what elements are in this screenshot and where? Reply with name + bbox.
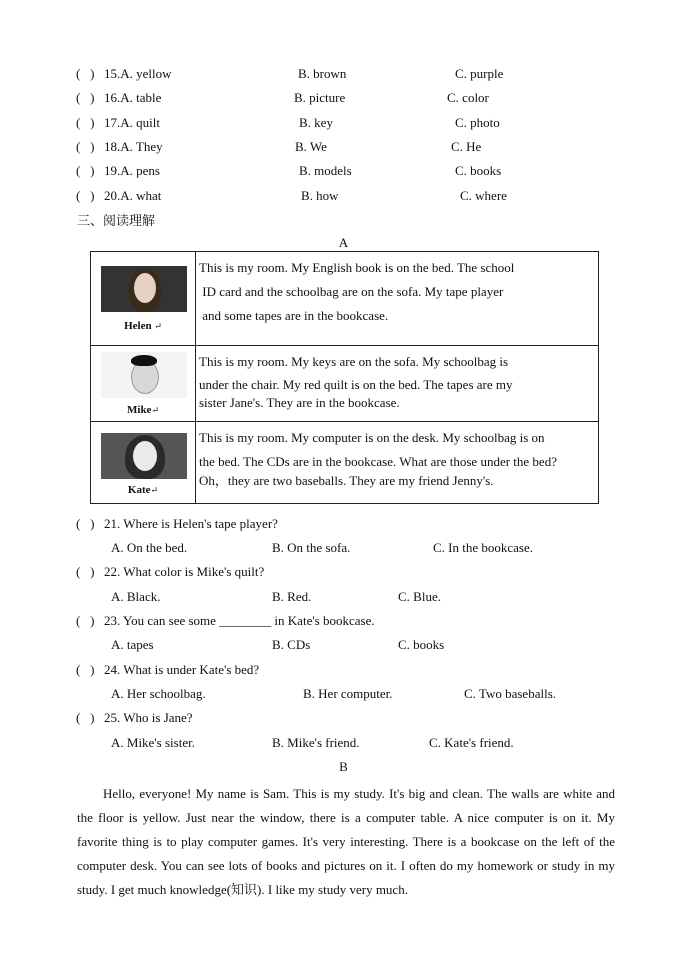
question-option-c: C. purple <box>455 66 504 81</box>
question-option-b: B. brown <box>298 66 347 81</box>
option-a: A. Black. <box>111 589 161 604</box>
answer-blank[interactable]: ( ) <box>76 90 95 105</box>
question-option-a: 20.A. what <box>104 188 162 203</box>
description-cell <box>196 422 599 504</box>
question-option-a: 18.A. They <box>104 139 163 154</box>
answer-blank[interactable]: ( ) <box>76 613 95 628</box>
question-option-c: C. color <box>447 90 489 105</box>
question-text: 25. Who is Jane? <box>104 710 193 725</box>
question-option-a: 19.A. pens <box>104 163 160 178</box>
answer-blank[interactable]: ( ) <box>76 564 95 579</box>
description-line: This is my room. My keys are on the sofa. My schoolbag is <box>199 354 509 369</box>
option-c: C. Two baseballs. <box>464 686 557 701</box>
description-line: the bed. The CDs are in the bookcase. What are those under the bed? <box>199 454 557 469</box>
description-line: This is my room. My computer is on the desk. My schoolbag is on <box>199 430 545 445</box>
description-line: under the chair. My red quilt is on the bed. The tapes are my <box>199 377 513 392</box>
question-option-c: C. He <box>451 139 482 154</box>
question-option-b: B. models <box>299 163 352 178</box>
photo-cell <box>91 252 196 346</box>
table-row <box>91 422 599 504</box>
option-b: B. On the sofa. <box>272 540 351 555</box>
question-text: 22. What color is Mike's quilt? <box>104 564 265 579</box>
option-a: A. Mike's sister. <box>111 735 195 750</box>
option-c: C. books <box>398 637 445 652</box>
table-row <box>91 346 599 422</box>
question-option-c: C. photo <box>455 115 500 130</box>
option-a: A. tapes <box>111 637 154 652</box>
option-b: B. Red. <box>272 589 312 604</box>
option-a: A. On the bed. <box>111 540 188 555</box>
photo-cell <box>91 346 196 422</box>
answer-blank[interactable]: ( ) <box>76 516 95 531</box>
description-line: This is my room. My English book is on the bed. The school <box>199 260 515 275</box>
question-option-b: B. We <box>295 139 327 154</box>
option-c: C. Kate's friend. <box>429 735 514 750</box>
description-line: ID card and the schoolbag are on the sofa. My tape player <box>199 284 504 299</box>
section-title: 三、阅读理解 <box>77 214 156 229</box>
answer-blank[interactable]: ( ) <box>76 188 95 203</box>
answer-blank[interactable]: ( ) <box>76 139 95 154</box>
answer-blank[interactable]: ( ) <box>76 662 95 677</box>
option-b: B. Mike's friend. <box>272 735 360 750</box>
answer-blank[interactable]: ( ) <box>76 115 95 130</box>
description-line: and some tapes are in the bookcase. <box>199 308 389 323</box>
answer-blank[interactable]: ( ) <box>76 66 95 81</box>
question-option-b: B. how <box>301 188 339 203</box>
kate-photo <box>101 433 187 479</box>
passage-b-label: B <box>339 759 348 774</box>
description-line: sister Jane's. They are in the bookcase. <box>199 395 400 410</box>
question-option-b: B. picture <box>294 90 346 105</box>
option-b: B. Her computer. <box>303 686 393 701</box>
passage-a-table <box>90 251 599 504</box>
question-option-a: 15.A. yellow <box>104 66 172 81</box>
question-text: 21. Where is Helen's tape player? <box>104 516 278 531</box>
person-name: Mike↵ <box>127 404 159 416</box>
description-line: Oh，they are two baseballs. They are my friend Jenny's. <box>199 473 494 488</box>
question-option-a: 17.A. quilt <box>104 115 160 130</box>
option-a: A. Her schoolbag. <box>111 686 206 701</box>
question-option-c: C. books <box>455 163 502 178</box>
option-b: B. CDs <box>272 637 311 652</box>
person-name: Helen ↵ <box>124 320 162 332</box>
option-c: C. Blue. <box>398 589 441 604</box>
helen-photo <box>101 266 187 312</box>
person-name: Kate↵ <box>127 484 159 496</box>
description-cell <box>196 252 599 346</box>
mike-photo <box>101 352 187 398</box>
question-option-a: 16.A. table <box>104 90 162 105</box>
photo-cell <box>91 422 196 504</box>
answer-blank[interactable]: ( ) <box>76 710 95 725</box>
table-row <box>91 252 599 346</box>
option-c: C. In the bookcase. <box>433 540 534 555</box>
passage-a-label: A <box>338 235 349 250</box>
passage-b-text: Hello, everyone! My name is Sam. This is my study. It's big and clean. The walls are white and the floor is yellow. Just near the window, there is a computer table. A nice computer is on it. My favorite thing is to play computer games. It's very interesting. There is a bookcase on the left of the computer desk. You can see lots of books and pictures on it. I often do my homework or study in my study. I get much knowledge(知识). I like my study very much. <box>77 786 615 897</box>
question-option-b: B. key <box>299 115 333 130</box>
question-text: 23. You can see some ________ in Kate's bookcase. <box>104 613 375 628</box>
description-cell <box>196 346 599 422</box>
question-text: 24. What is under Kate's bed? <box>104 662 260 677</box>
question-option-c: C. where <box>460 188 507 203</box>
answer-blank[interactable]: ( ) <box>76 163 95 178</box>
